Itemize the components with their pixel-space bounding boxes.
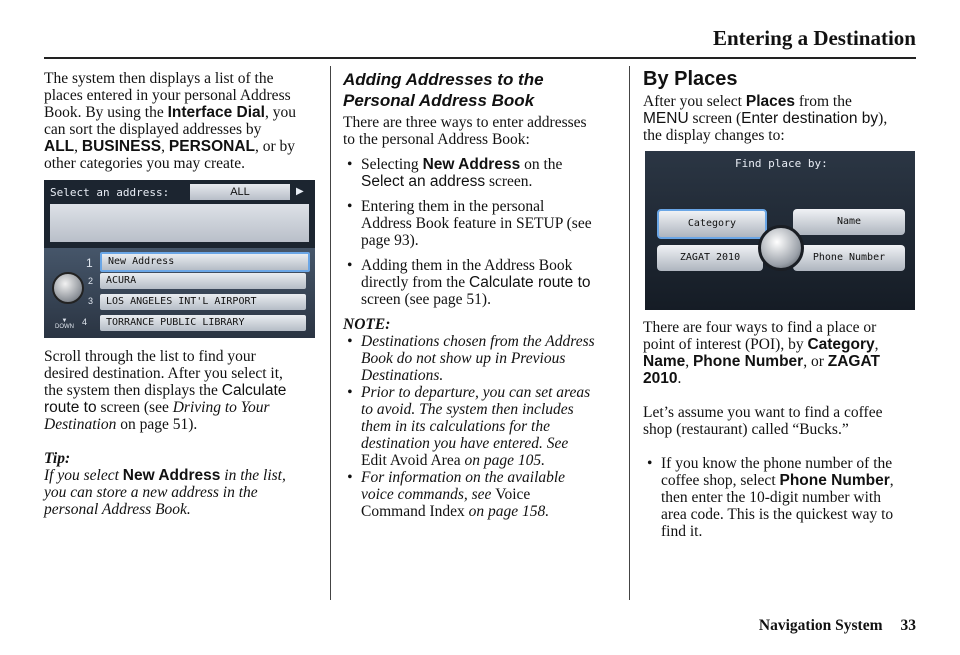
note-item: • For information on the available voice commands, see Voice Command Index on page 158. — [343, 469, 623, 520]
screen-title: Find place by: — [735, 157, 828, 170]
section-title-by-places: By Places — [643, 68, 738, 90]
list-item: TORRANCE PUBLIC LIBRARY — [100, 315, 306, 331]
bullet-item: • Adding them in the Address Book directly from the Calculate route to screen (see page 51). — [343, 257, 623, 308]
interface-dial-icon — [52, 272, 84, 304]
note-item: • Prior to departure, you can set areas to avoid. The system then includes them in its calculations for the destination you have entered. See Edit Avoid Area on page 105. — [343, 384, 623, 469]
column-2 — [343, 69, 623, 520]
address-list-screenshot — [44, 180, 315, 338]
paragraph-assume: Let’s assume you want to find a coffee shop (restaurant) called “Bucks.” — [643, 404, 883, 438]
paragraph-intro: There are three ways to enter addresses to the personal Address Book: — [343, 114, 587, 148]
row-number: 4 — [82, 317, 88, 327]
list-item: New Address — [100, 252, 310, 272]
name-button: Name — [793, 209, 905, 235]
phone-number-button: Phone Number — [793, 245, 905, 271]
interface-dial-icon — [758, 225, 804, 271]
column-3 — [643, 68, 918, 144]
tip-label: Tip: — [44, 450, 71, 467]
category-button: Category — [657, 209, 767, 239]
zagat-button: ZAGAT 2010 — [657, 245, 763, 271]
bullet-item: • If you know the phone number of the coffee shop, select Phone Number, then enter the 10-digit number with area code. This is the quickest way to find it. — [643, 455, 918, 540]
page-header-title: Entering a Destination — [712, 26, 916, 50]
footer-label: Navigation System — [758, 617, 883, 634]
column-1 — [44, 70, 318, 172]
list-item: ACURA — [100, 273, 306, 289]
bullet-item: • Entering them in the personal Address Book feature in SETUP (see page 93). — [343, 198, 623, 249]
paragraph-intro: After you select Places from the MENU screen (Enter destination by), the display changes to: — [643, 93, 888, 144]
column-divider-1 — [330, 66, 331, 600]
note-item: • Destinations chosen from the Address Book do not show up in Previous Destinations. — [343, 333, 623, 384]
play-arrow-icon: ▶ — [296, 186, 304, 197]
paragraph-intro: The system then displays a list of the places entered in your personal Address Book. By using the Interface Dial, you can sort the displayed addresses by ALL, BUSINESS, PERSONAL, or by other categories you may create. — [44, 70, 296, 172]
column-1-lower — [44, 348, 318, 518]
down-indicator: ▼ DOWN — [55, 318, 74, 330]
row-number: 2 — [88, 276, 94, 286]
column-3-lower — [643, 319, 918, 540]
filter-all-box: ALL — [190, 184, 290, 200]
row-number: 1 — [86, 256, 93, 270]
note-label: NOTE: — [343, 316, 391, 333]
section-title-adding-addresses: Adding Addresses to the Personal Address Book — [343, 70, 544, 110]
paragraph-scroll: Scroll through the list to find your desired destination. After you select it, the system then displays the Calculate route to screen (see Driving to Your Destination on page 51). — [44, 348, 287, 433]
find-place-screenshot — [645, 151, 915, 310]
row-number: 3 — [88, 296, 94, 306]
header-rule — [44, 57, 916, 59]
term-interface-dial: Interface Dial — [167, 104, 265, 121]
column-divider-2 — [629, 66, 630, 600]
screen-title: Select an address: — [50, 186, 170, 199]
term-business: BUSINESS — [81, 138, 162, 155]
term-all: ALL — [44, 138, 75, 155]
term-personal: PERSONAL — [168, 138, 256, 155]
paragraph-ways: There are four ways to find a place or point of interest (POI), by Category, Name, Phone Number, or ZAGAT 2010. — [643, 319, 880, 387]
bullet-item: • Selecting New Address on the Select an address screen. — [343, 156, 623, 190]
page-footer — [759, 617, 916, 635]
page-number: 33 — [900, 617, 916, 634]
tip-text: If you select New Address in the list, you can store a new address in the personal Address Book. — [44, 467, 286, 518]
screen-info-panel — [50, 204, 309, 242]
list-item: LOS ANGELES INT'L AIRPORT — [100, 294, 306, 310]
